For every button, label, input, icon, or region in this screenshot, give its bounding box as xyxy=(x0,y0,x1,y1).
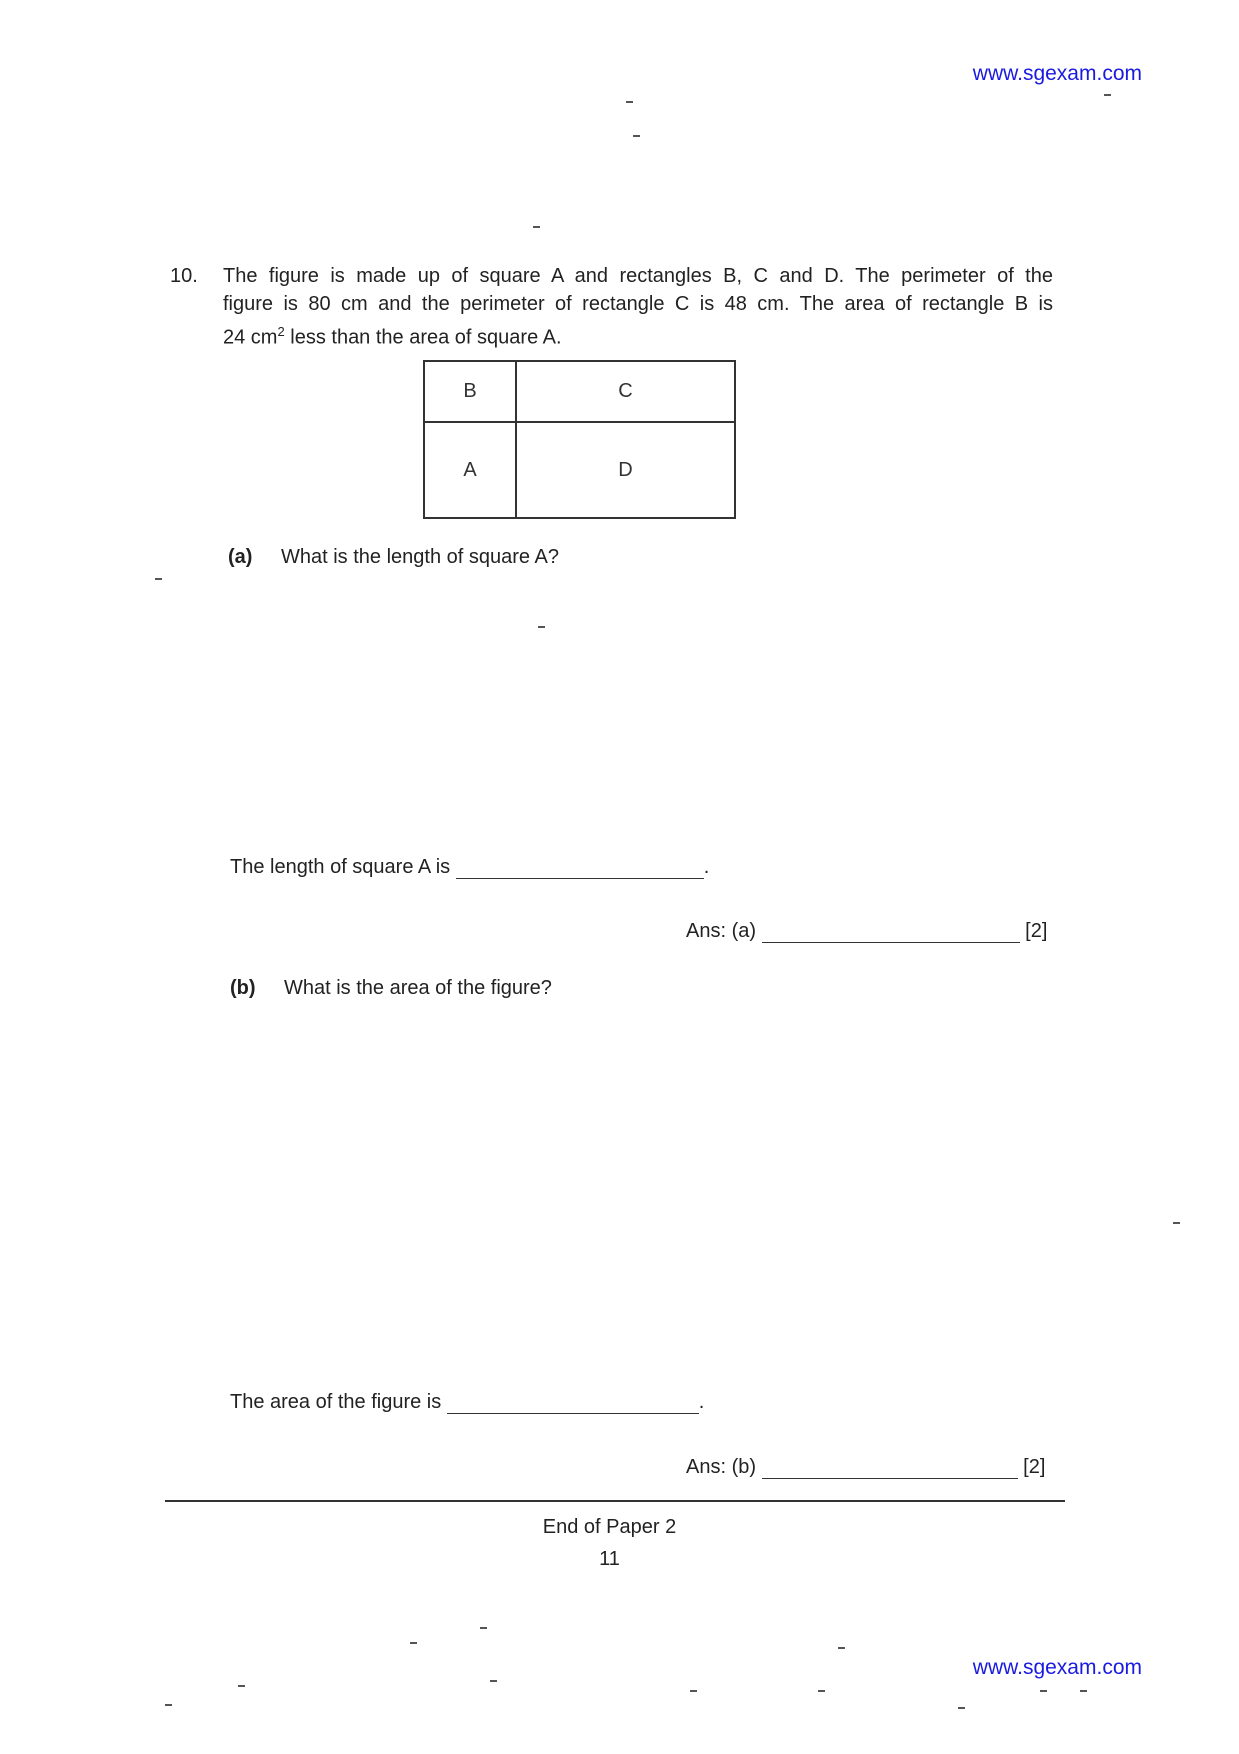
part-b-statement-blank[interactable] xyxy=(447,1393,699,1414)
question-number: 10. xyxy=(170,265,198,287)
scan-speck xyxy=(155,578,162,580)
scan-speck xyxy=(538,626,545,628)
footer-rule xyxy=(165,1500,1065,1502)
part-b-statement-end: . xyxy=(698,1391,705,1413)
part-a-question: What is the length of square A? xyxy=(281,546,559,568)
label-d: D xyxy=(618,459,633,481)
page-number: 11 xyxy=(599,1548,620,1570)
scan-speck xyxy=(480,1627,487,1629)
part-b-ans-label: Ans: (b) xyxy=(686,1456,757,1478)
part-a-marks: [2] xyxy=(1025,920,1048,942)
scan-speck xyxy=(1040,1690,1047,1692)
superscript-2: 2 xyxy=(277,324,285,339)
scan-speck xyxy=(958,1707,965,1709)
part-a-statement xyxy=(230,856,709,879)
label-b: B xyxy=(463,380,477,402)
figure-divider-horizontal xyxy=(425,421,734,423)
stem-line-3-pre: 24 cm xyxy=(223,326,278,349)
part-b-statement-text: The area of the figure is xyxy=(230,1391,442,1413)
part-b-label: (b) xyxy=(230,977,256,999)
part-a-statement-blank[interactable] xyxy=(456,858,704,879)
scan-speck xyxy=(533,226,540,228)
label-c: C xyxy=(618,380,633,402)
scan-speck xyxy=(633,135,640,137)
part-b-marks: [2] xyxy=(1023,1456,1046,1478)
part-a-statement-end: . xyxy=(703,856,710,878)
scan-speck xyxy=(165,1704,172,1706)
part-b-answer-line xyxy=(686,1456,1045,1479)
scan-speck xyxy=(238,1685,245,1687)
scan-speck xyxy=(410,1642,417,1644)
scan-speck xyxy=(1080,1690,1087,1692)
part-a-answer-line xyxy=(686,920,1047,943)
scan-speck xyxy=(818,1690,825,1692)
question-stem xyxy=(223,262,1053,352)
composite-figure xyxy=(423,360,736,519)
stem-line-3-post: less than the area of square A. xyxy=(284,326,562,349)
part-b-question: What is the area of the figure? xyxy=(284,977,552,999)
scan-speck xyxy=(490,1680,497,1682)
scan-speck xyxy=(690,1690,697,1692)
part-a-label: (a) xyxy=(228,546,253,568)
scan-speck xyxy=(626,101,633,103)
part-a-statement-text: The length of square A is xyxy=(230,856,451,878)
part-b-answer-blank[interactable] xyxy=(762,1458,1018,1479)
scan-speck xyxy=(1173,1222,1180,1224)
part-a-ans-label: Ans: (a) xyxy=(686,920,757,942)
stem-line-3 xyxy=(223,318,1053,352)
part-a-answer-blank[interactable] xyxy=(762,922,1020,943)
end-of-paper: End of Paper 2 xyxy=(542,1516,677,1538)
scan-speck xyxy=(1104,94,1111,96)
stem-line-1: The figure is made up of square A and rectangles B, C and D. The perimeter of the xyxy=(223,265,1053,287)
part-b-statement xyxy=(230,1391,704,1414)
stem-line-2: figure is 80 cm and the perimeter of rectangle C is 48 cm. The area of rectangle B is xyxy=(223,293,1053,315)
header-url[interactable]: www.sgexam.com xyxy=(972,62,1142,85)
footer-url[interactable]: www.sgexam.com xyxy=(972,1656,1142,1679)
label-a: A xyxy=(463,459,477,481)
scan-speck xyxy=(838,1647,845,1649)
